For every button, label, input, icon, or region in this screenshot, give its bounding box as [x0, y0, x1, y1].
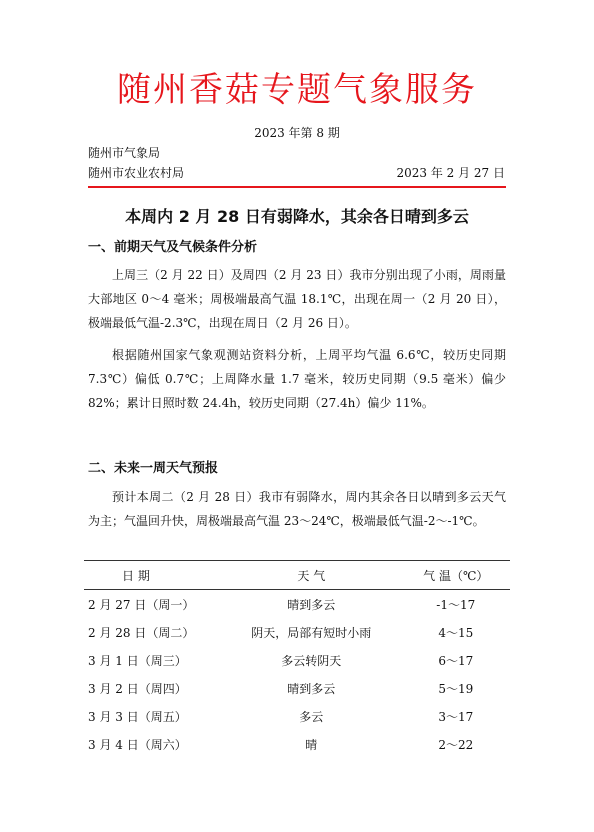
- header-weather: 天 气: [221, 561, 402, 590]
- table-row: [84, 674, 510, 702]
- document-title: 随州香菇专题气象服务: [117, 70, 477, 110]
- header-temperature: 气 温（℃）: [402, 561, 510, 590]
- row-date: 3 月 1 日（周三）: [88, 653, 187, 668]
- header-divider: [88, 186, 506, 188]
- row-weather: 晴: [305, 737, 318, 752]
- table-row: [84, 702, 510, 730]
- row-weather: 晴到多云: [287, 681, 336, 696]
- row-date: 3 月 2 日（周四）: [88, 681, 187, 696]
- table-row: [84, 618, 510, 646]
- row-weather: 多云转阴天: [281, 653, 342, 668]
- section-2-paragraph-1: 预计本周二（2 月 28 日）我市有弱降水，周内其余各日以晴到多云天气为主；气温回升快，周极端最高气温 23～24℃，极端最低气温-2～-1℃。: [88, 490, 506, 528]
- agency-agriculture: 随州市农业农村局: [88, 166, 185, 180]
- headline: 本周内 2 月 28 日有弱降水，其余各日晴到多云: [125, 207, 469, 226]
- row-temperature: 4～15: [438, 625, 474, 640]
- table-row: [84, 590, 510, 619]
- forecast-table: [84, 560, 510, 758]
- table-header-row: [84, 561, 510, 590]
- section-2-title: 二、未来一周天气预报: [88, 461, 219, 476]
- section-1-paragraph-2: 根据随州国家气象观测站资料分析，上周平均气温 6.6℃，较历史同期 7.3℃）偏低 0.7℃；上周降水量 1.7 毫米，较历史同期（9.5 毫米）偏少 82%；累计日照时数 24.4h，较历史同期（27.4h）偏少 11%。: [88, 348, 506, 410]
- row-date: 3 月 3 日（周五）: [88, 709, 187, 724]
- agency-meteorology: 随州市气象局: [88, 146, 161, 160]
- row-date: 3 月 4 日（周六）: [88, 737, 187, 752]
- issue-date: 2023 年 2 月 27 日: [396, 166, 505, 180]
- row-temperature: 2～22: [438, 737, 474, 752]
- table-row: [84, 646, 510, 674]
- section-1-paragraph-1: 上周三（2 月 22 日）及周四（2 月 23 日）我市分别出现了小雨，周雨量大部地区 0～4 毫米；周极端最高气温 18.1℃，出现在周一（2 月 20 日），极端最低气温-2.3℃，出现在周日（2 月 26 日）。: [88, 268, 506, 330]
- row-temperature: 6～17: [438, 653, 474, 668]
- row-date: 2 月 27 日（周一）: [88, 597, 195, 612]
- section-1-title: 一、前期天气及气候条件分析: [88, 240, 258, 255]
- row-temperature: 5～19: [438, 681, 474, 696]
- table-row: [84, 730, 510, 758]
- issue-number: 2023 年第 8 期: [254, 126, 340, 140]
- row-date: 2 月 28 日（周二）: [88, 625, 195, 640]
- row-weather: 阴天，局部有短时小雨: [251, 625, 372, 640]
- row-temperature: 3～17: [438, 709, 474, 724]
- row-temperature: -1～17: [436, 597, 476, 612]
- header-date: 日 期: [84, 561, 221, 590]
- row-weather: 多云: [299, 709, 324, 724]
- row-weather: 晴到多云: [287, 597, 336, 612]
